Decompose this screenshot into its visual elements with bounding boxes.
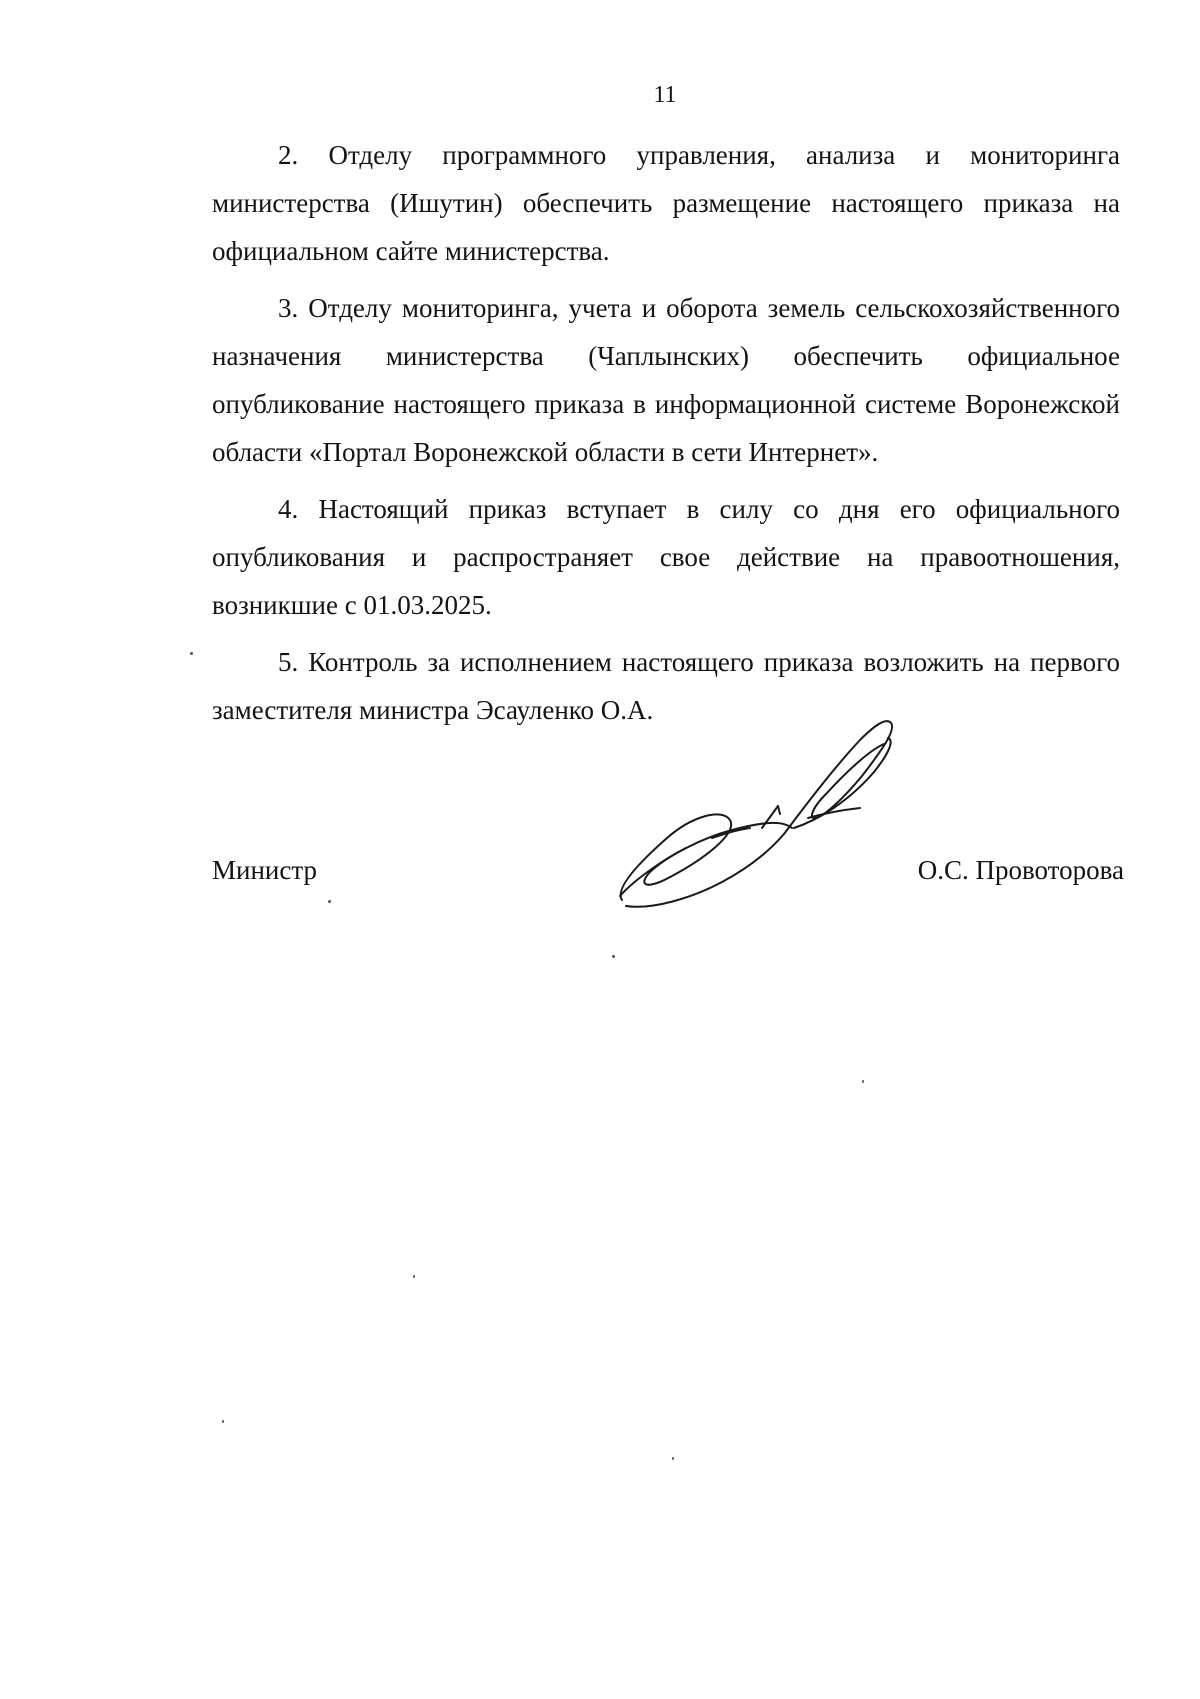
page-number: 11 [653,82,677,108]
scan-speck [413,1275,415,1278]
scan-speck [862,1080,864,1083]
scan-speck [222,1420,224,1423]
scan-speck [672,1457,674,1460]
scan-speck [190,652,193,655]
signer-title: Министр [212,855,317,885]
paragraph-4: 4. Настоящий приказ вступает в силу со дня его официального опубликования и распространяет свое действие на правоотношения, возникшие с 01.03.2025. [212,494,1120,620]
scan-speck [612,955,615,958]
paragraph-3: 3. Отделу мониторинга, учета и оборота земель сельскохозяйственного назначения министерства (Чаплынских) обеспечить официальное опубликование настоящего приказа в информационной системе Воронежской области «Портал Воронежской области в сети Интернет». [212,293,1120,467]
scan-speck [328,900,331,903]
paragraph-2: 2. Отделу программного управления, анализа и мониторинга министерства (Ишутин) обеспечить размещение настоящего приказа на официальном сайте министерства. [212,140,1120,266]
paragraph-5: 5. Контроль за исполнением настоящего приказа возложить на первого заместителя министра Эсауленко О.А. [212,647,1120,725]
document-body [212,131,1120,743]
handwritten-signature-icon [612,710,922,920]
signer-name: О.С. Провоторова [917,855,1124,885]
